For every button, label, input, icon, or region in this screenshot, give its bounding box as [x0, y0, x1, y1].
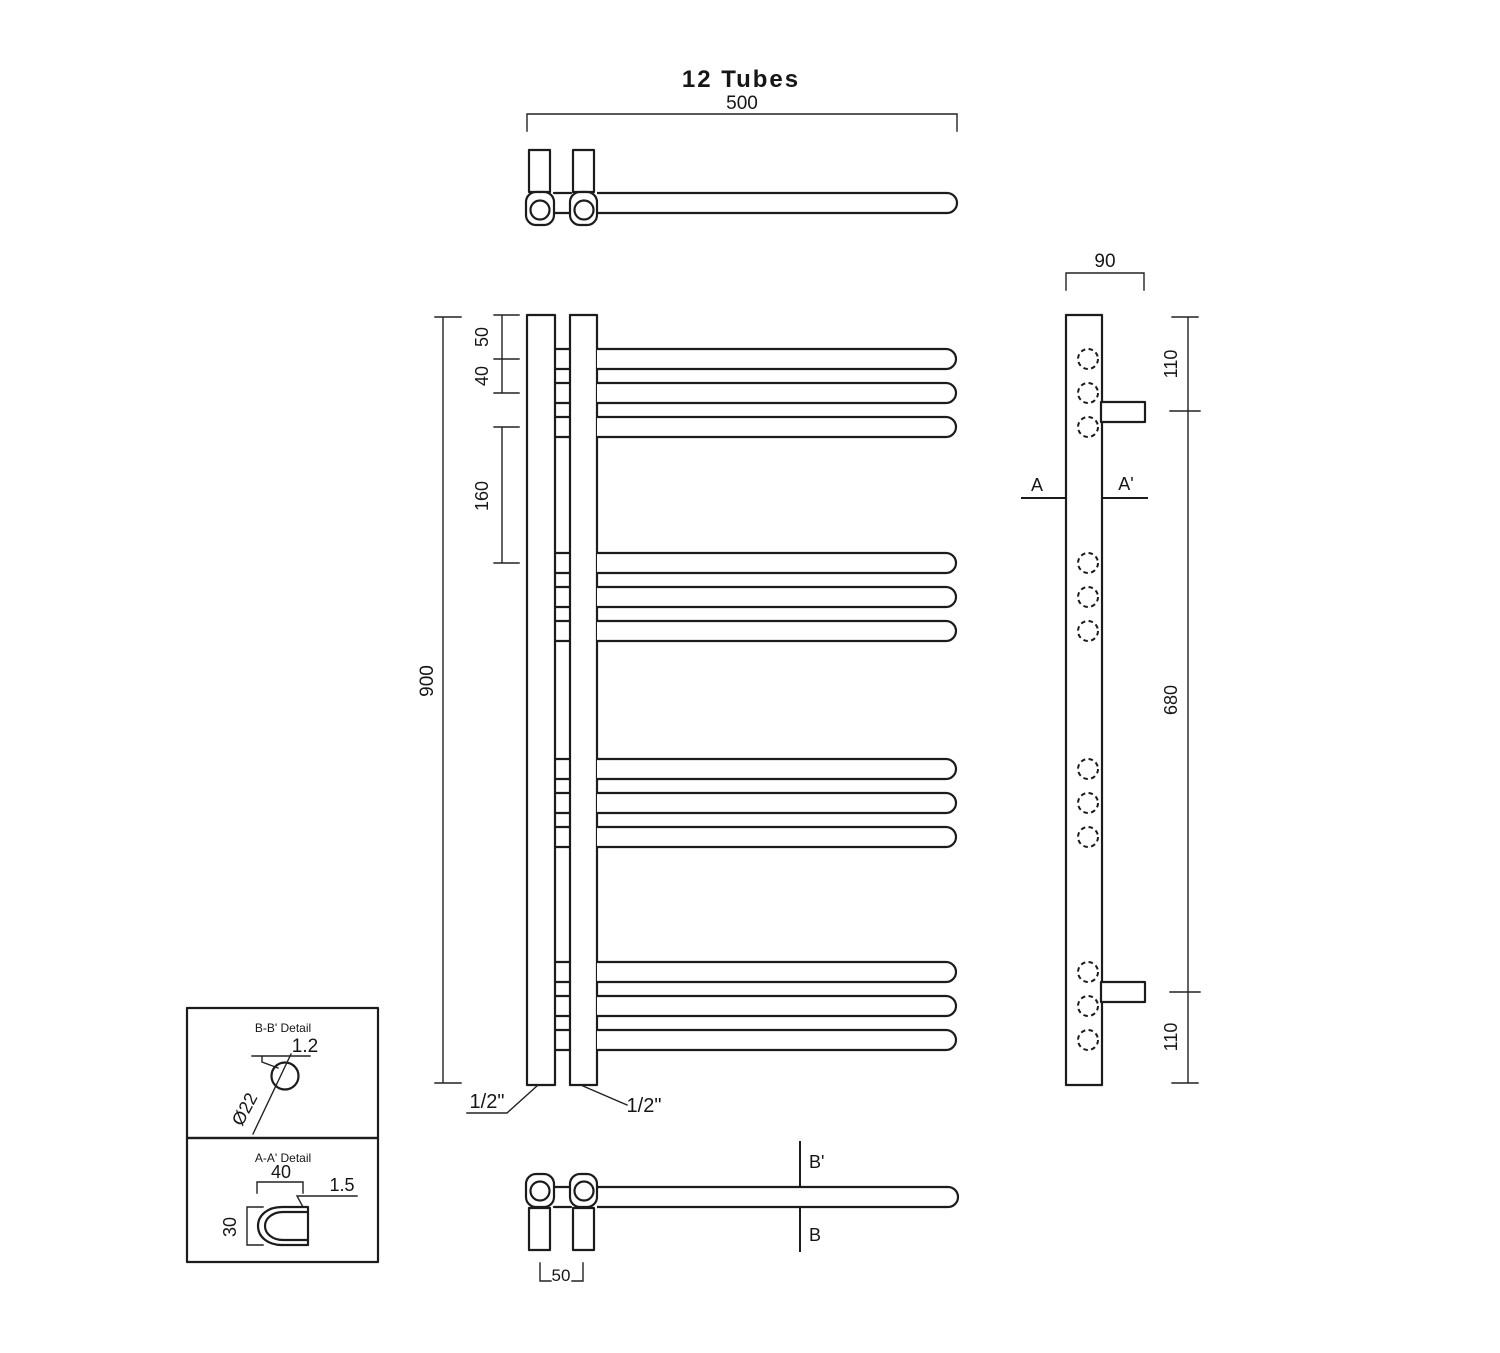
rail-left	[527, 315, 555, 1085]
dim-680-label: 680	[1161, 684, 1181, 716]
tube	[555, 759, 956, 779]
side-view	[1022, 251, 1200, 1085]
tube	[555, 827, 956, 847]
tube	[555, 1030, 956, 1050]
tube	[555, 793, 956, 813]
dim-line-500	[527, 114, 957, 131]
dim-110-bottom-label: 110	[1161, 1022, 1181, 1052]
front-view	[417, 315, 956, 1117]
dim-1-5-label: 1.5	[329, 1175, 355, 1195]
tube	[555, 417, 956, 437]
dim-160-label: 160	[472, 480, 492, 512]
dim-500-label: 500	[726, 93, 758, 114]
dim-90-label: 90	[1094, 251, 1116, 272]
connection-right-label: 1/2"	[626, 1095, 662, 1117]
pipe-stub	[573, 150, 594, 192]
mount-tab-top	[1101, 402, 1145, 422]
tube	[555, 383, 956, 403]
drawing-title: 12 Tubes	[681, 66, 801, 93]
dim-line-160	[494, 427, 519, 563]
dim-1-2-label: 1.2	[291, 1036, 319, 1057]
pipe-stub	[573, 1208, 594, 1250]
top-view	[526, 66, 957, 225]
dim-line-50-40	[494, 315, 519, 393]
dim-40-label: 40	[472, 365, 492, 387]
tube	[555, 621, 956, 641]
detail-bb-title: B-B' Detail	[254, 1021, 312, 1035]
dim-50-spacing-label: 50	[551, 1266, 571, 1285]
detail-bb	[187, 1008, 378, 1138]
dim-line-90	[1066, 273, 1144, 290]
section-b-label: B	[809, 1225, 822, 1245]
connection-right-leader	[583, 1086, 627, 1105]
detail-aa	[187, 1138, 378, 1262]
tube	[555, 962, 956, 982]
dim-line-30-profile	[247, 1207, 263, 1245]
dim-diameter-label: Ø22	[227, 1089, 262, 1129]
tube-bottom	[597, 1187, 958, 1207]
connection-left-label: 1/2"	[469, 1091, 505, 1113]
tube	[555, 349, 956, 369]
bottom-view	[526, 1142, 958, 1285]
dim-line-1-5	[297, 1196, 357, 1207]
tube-connector	[554, 193, 571, 213]
dim-line-900	[435, 317, 461, 1083]
dim-40-profile-label: 40	[270, 1162, 292, 1182]
tube	[555, 587, 956, 607]
dim-900-label: 900	[417, 665, 438, 697]
section-a-label: A	[1030, 475, 1044, 495]
tube	[555, 553, 956, 573]
section-b-prime-label: B'	[809, 1152, 825, 1172]
dim-line-40-profile	[257, 1182, 303, 1193]
dim-50-label: 50	[472, 326, 492, 348]
section-a-prime-label: A'	[1118, 474, 1134, 494]
detail-aa-title: A-A' Detail	[254, 1151, 312, 1165]
tube	[555, 996, 956, 1016]
tube-top	[597, 193, 957, 213]
rail-right	[570, 315, 597, 1085]
dim-110-top-label: 110	[1161, 349, 1181, 379]
mount-tab-bottom	[1101, 982, 1145, 1002]
rail-profile-inner	[265, 1212, 308, 1240]
tube-connector	[554, 1187, 571, 1207]
pipe-stub	[529, 150, 550, 192]
pipe-stub	[529, 1208, 550, 1250]
dim-30-profile-label: 30	[220, 1216, 240, 1238]
